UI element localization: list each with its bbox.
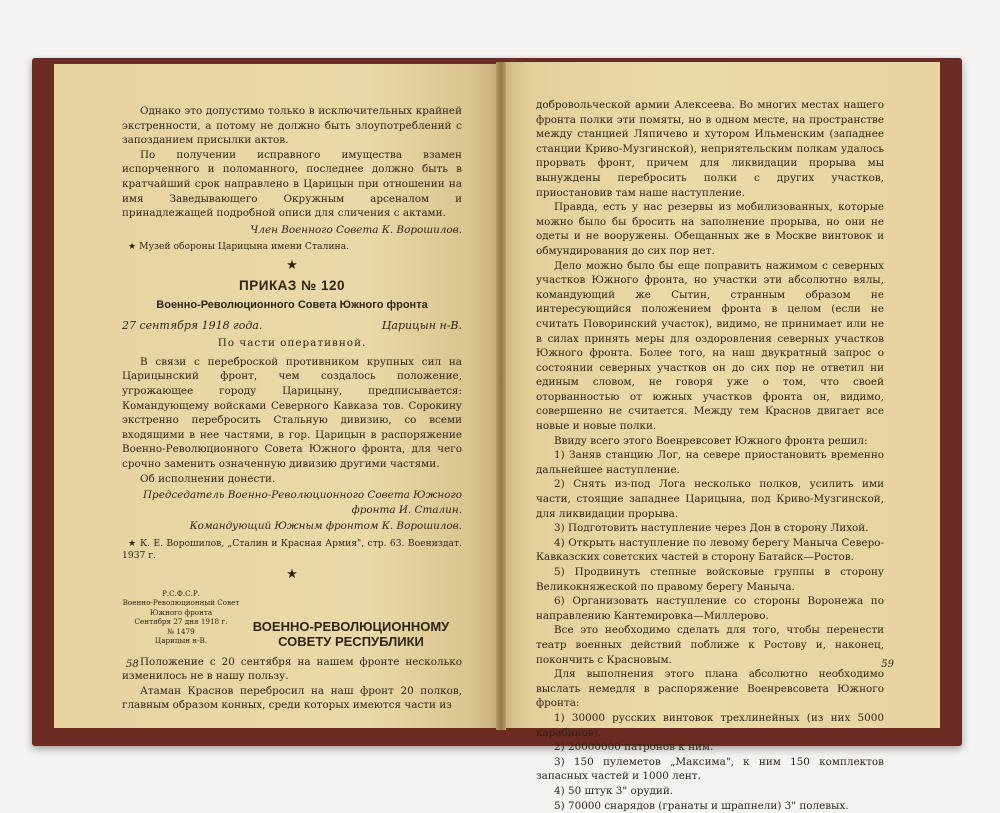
book-gutter bbox=[496, 62, 506, 730]
stamp-line: Южного фронта bbox=[122, 608, 240, 618]
letter-header bbox=[122, 589, 462, 649]
paragraph: Однако это допустимо только в исключительных крайней экстренности, а потому не должно быть злоупотреблений с запозданием присылки актов. bbox=[122, 104, 462, 148]
list-item: 3) 150 пулеметов „Максима", к ним 150 комплектов запасных частей и 1000 лент. bbox=[536, 755, 884, 784]
list-item: 1) Заняв станцию Лог, на севере приостановить временно дальнейшее наступление. bbox=[536, 448, 884, 477]
list-item: 6) Организовать наступление со стороны Воронежа по направлению Кантемировка—Миллерово. bbox=[536, 594, 884, 623]
paragraph: Положение с 20 сентября на нашем фронте несколько изменилось не в нашу пользу. bbox=[122, 655, 462, 684]
list-item: 2) 20000000 патронов к ним. bbox=[536, 740, 884, 755]
paragraph: Ввиду всего этого Военревсовет Южного фронта решил: bbox=[536, 434, 884, 449]
signature: Командующий Южным фронтом К. Ворошилов. bbox=[122, 519, 462, 534]
footnote: ★ К. Е. Ворошилов, „Сталин и Красная Армия", стр. 63. Воениздат. 1937 г. bbox=[122, 538, 462, 563]
left-page-text bbox=[122, 104, 462, 713]
order-place: Царицын н-В. bbox=[382, 319, 462, 334]
footnote: ★ Музей обороны Царицына имени Сталина. bbox=[122, 241, 462, 254]
list-item: 1) 30000 русских винтовок трехлинейных (из них 5000 карабинов). bbox=[536, 711, 884, 740]
left-page bbox=[54, 64, 498, 728]
list-item: 2) Снять из-под Лога несколько полков, усилить ими части, стоящие западнее Царицына, под Криво-Музгинской, для ликвидации прорыва. bbox=[536, 477, 884, 521]
list-item: 5) Продвинуть степные войсковые группы в сторону Великокняжеской по правому берегу Маныча. bbox=[536, 565, 884, 594]
signature: Член Военного Совета К. Ворошилов. bbox=[122, 223, 462, 238]
document-stamp bbox=[122, 589, 240, 646]
signature: Председатель Военно-Революционного Совета Южного фронта И. Сталин. bbox=[122, 488, 462, 517]
paragraph: Атаман Краснов перебросил на наш фронт 20 полков, главным образом конных, среди которых имеются части из bbox=[122, 684, 462, 713]
paragraph: В связи с переброской противником крупных сил на Царицынский фронт, чем создалось положение, угрожающее городу Царицыну, предписывается: Командующему войсками Северного Кавказа тов. Сорокину экстренно перебросить Стальную дивизию, со всеми входящими в нее частями, в гор. Царицын в распоряжение Военно-Революционного Совета Южного фронта, для чего срочно заменить означенную дивизию другими частями. bbox=[122, 355, 462, 472]
right-page-text bbox=[536, 98, 884, 813]
stamp-line: № 1479 bbox=[122, 627, 240, 637]
stamp-line: Р.С.Ф.С.Р. bbox=[122, 589, 240, 599]
order-title: ПРИКАЗ № 120 bbox=[122, 279, 462, 294]
paragraph: Правда, есть у нас резервы из мобилизованных, которые можно было бы бросить на заполнение прорыва, но они не одеты и не вооружены. Обещанных же в Москве винтовок и обмундирования до сих пор нет. bbox=[536, 200, 884, 258]
list-item: 4) 50 штук 3" орудий. bbox=[536, 784, 884, 799]
right-page bbox=[502, 62, 940, 728]
paragraph: Для выполнения этого плана абсолютно необходимо выслать немедля в распоряжение Военревсовета Южного фронта: bbox=[536, 667, 884, 711]
list-item: 5) 70000 снарядов (гранаты и шрапнели) 3" полевых. bbox=[536, 799, 884, 813]
star-divider: ★ bbox=[122, 259, 462, 274]
dateline bbox=[122, 319, 462, 334]
star-divider: ★ bbox=[122, 568, 462, 583]
order-subtitle: Военно-Революционного Совета Южного фронта bbox=[122, 298, 462, 313]
paragraph: По получении исправного имущества взамен испорченного и поломанного, последнее должно быть в кратчайший срок направлено в Царицын при отношении на имя Заведывающего Окружным арсеналом и принадлежащей подробной описи для сличения с актами. bbox=[122, 148, 462, 221]
paragraph: Дело можно было бы еще поправить нажимом с северных участков Южного фронта, но участки эти абсолютно вялы, командующий же Сытин, странным образом не интересующийся положением фронта в целом (если не считать Поворинский участок), видимо, не принимает или не в силах принять меры для оздоровления северных участков Южного фронта. Более того, на наш двукратный запрос о состоянии северных участков он до сих пор не ответил ни единым словом, не говоря уже о том, что своей оторванностью от южных участков фронта он, видимо, совершенно не считается. Между тем Краснов двигает все новые и новые полки. bbox=[536, 259, 884, 434]
paragraph: Все это необходимо сделать для того, чтобы перенести театр военных действий поближе к Ростову и, наконец, покончить с Красновым. bbox=[536, 623, 884, 667]
list-item: 3) Подготовить наступление через Дон в сторону Лихой. bbox=[536, 521, 884, 536]
order-date: 27 сентября 1918 года. bbox=[122, 319, 262, 334]
list-item: 4) Открыть наступление по левому берегу Маныча Северо-Кавказских советских частей в сторону Батайск—Ростов. bbox=[536, 536, 884, 565]
page-number: 59 bbox=[881, 659, 894, 670]
page-number: 58 bbox=[126, 659, 139, 670]
paragraph: добровольческой армии Алексеева. Во многих местах нашего фронта полки эти помяты, но в одном месте, на пространстве между станцией Ляпичево и хутором Ильменским (западнее станции Криво-Музгинской), неприятельским полкам удалось прорвать фронт, причем для ликвидации прорыва мы вынуждены перебросить полки с других участков, приостановив там наше наступление. bbox=[536, 98, 884, 200]
letter-heading: ВОЕННО-РЕВОЛЮЦИОННОМУ СОВЕТУ РЕСПУБЛИКИ bbox=[240, 589, 462, 649]
paragraph: Об исполнении донести. bbox=[122, 472, 462, 487]
stamp-line: Царицын н-В. bbox=[122, 636, 240, 646]
stamp-line: Сентября 27 дня 1918 г. bbox=[122, 617, 240, 627]
stamp-line: Военно-Революционный Совет bbox=[122, 598, 240, 608]
section-subtitle: По части оперативной. bbox=[122, 336, 462, 351]
